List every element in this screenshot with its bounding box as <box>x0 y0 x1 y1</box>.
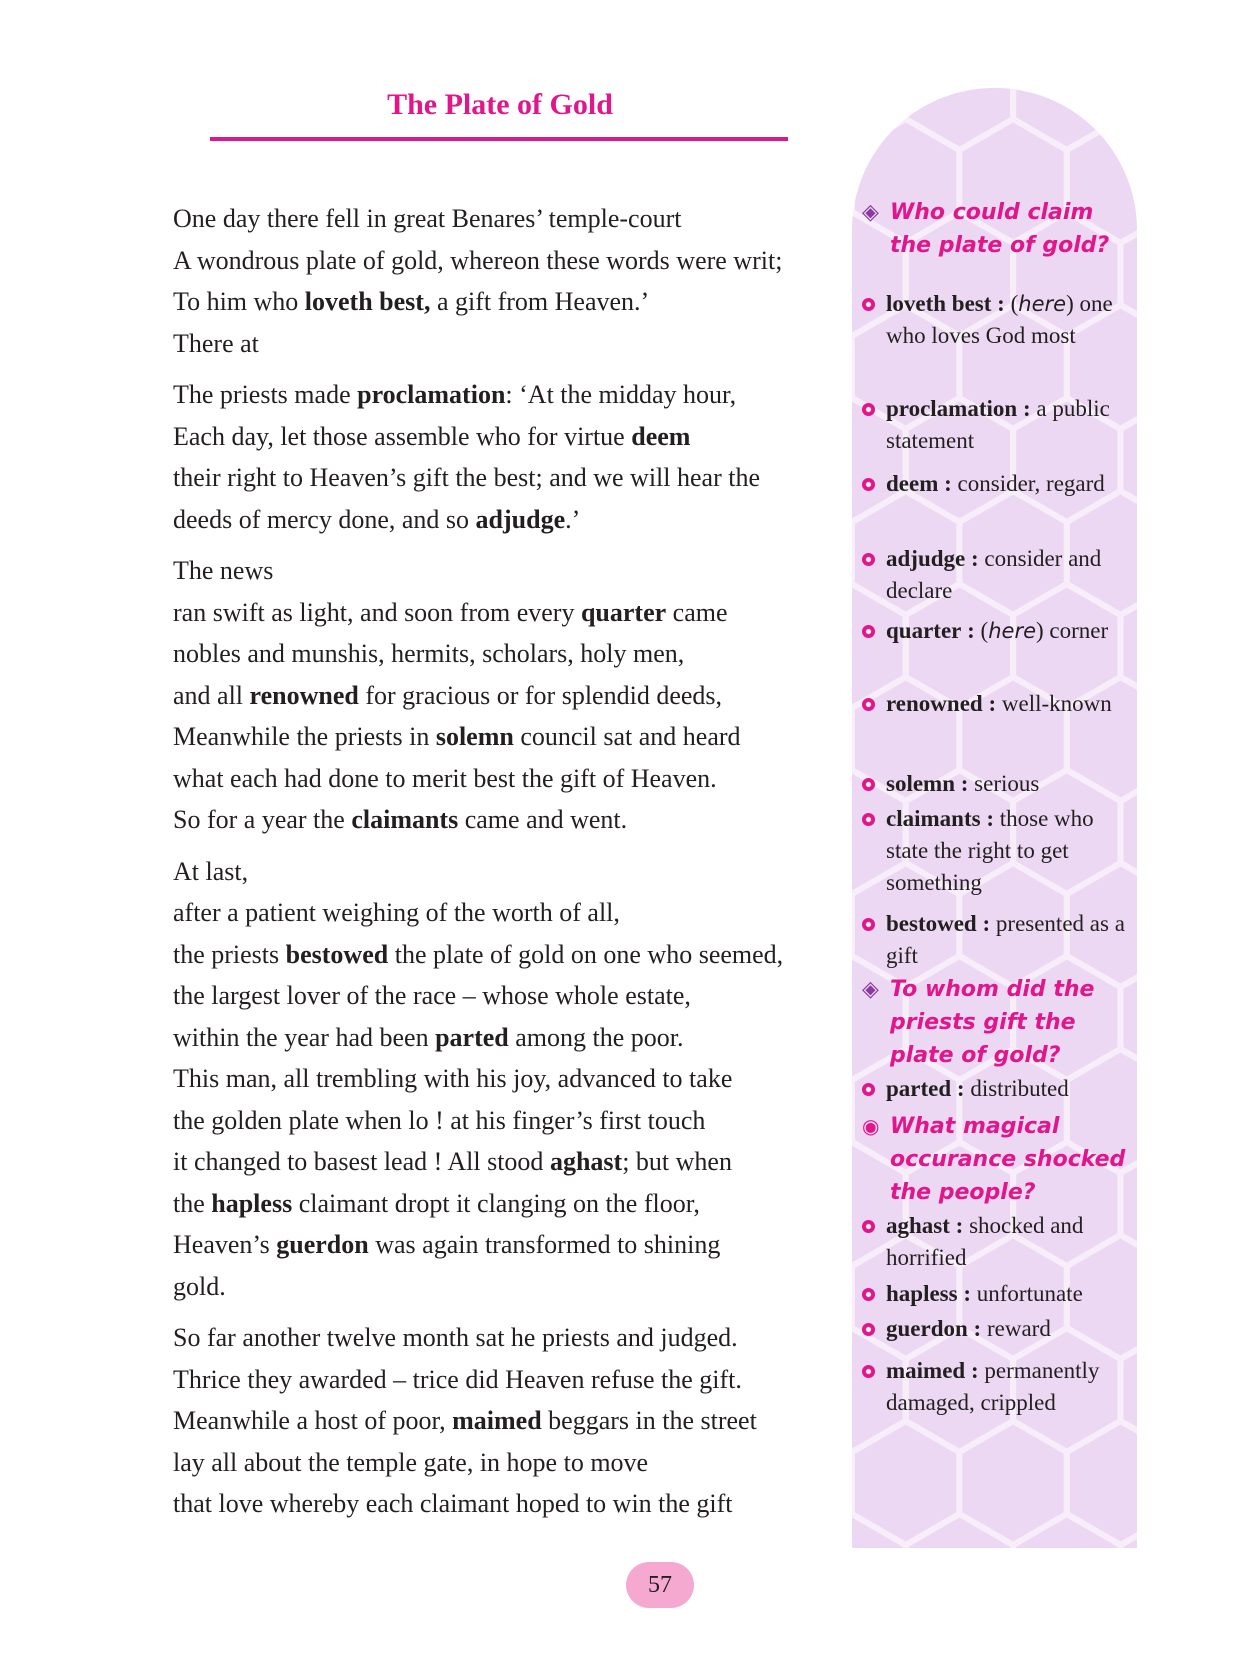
circle-bullet-icon <box>862 698 875 711</box>
circle-bullet-icon: ◉ <box>862 1114 880 1138</box>
glossed-word: guerdon <box>276 1230 369 1259</box>
gloss-paren: ( <box>980 618 989 643</box>
circle-bullet-icon <box>862 1220 875 1233</box>
poem-line <box>173 550 813 592</box>
glossary-entry <box>860 803 1132 899</box>
poem-line <box>173 1183 813 1225</box>
question-label: Who could claim the plate of gold? <box>890 200 1110 258</box>
gloss-definition: ) one who loves God most <box>886 291 1113 348</box>
question-text <box>860 196 1132 262</box>
circle-bullet-icon <box>862 1323 875 1336</box>
glossary-entry <box>860 1355 1132 1419</box>
line-text: among the poor. <box>508 1022 684 1052</box>
poem-line <box>173 1058 813 1100</box>
diamond-bullet-icon: ◈ <box>862 977 879 1002</box>
poem-line <box>173 892 813 934</box>
glossary-entry <box>860 1073 1132 1105</box>
line-text: claimant dropt it clanging on the floor, <box>292 1188 700 1218</box>
poem-line <box>173 1141 813 1183</box>
poem-line <box>173 1317 813 1359</box>
poem-line <box>173 1359 813 1401</box>
gloss-word: hapless <box>886 1281 958 1306</box>
poem-line <box>173 1483 813 1525</box>
hexagon-shape <box>906 1514 1013 1548</box>
gloss-here: here <box>1018 292 1067 316</box>
circle-bullet-icon <box>862 1365 875 1378</box>
line-text: the <box>173 1188 212 1218</box>
hexagon-shape <box>1013 1514 1120 1548</box>
glossed-word: renowned <box>249 680 359 710</box>
gloss-definition: ) corner <box>1036 618 1109 643</box>
hexagon-shape <box>852 88 906 150</box>
question-text <box>860 1110 1132 1209</box>
gloss-separator: : <box>1022 396 1031 421</box>
circle-bullet-icon <box>862 625 875 638</box>
line-text: Each day, let those assemble who for virtue <box>173 421 632 451</box>
poem-stanza <box>173 1317 813 1525</box>
line-text: ; but when <box>622 1147 732 1176</box>
line-text: after a patient weighing of the worth of all, <box>173 898 620 927</box>
gloss-definition: those who state the right to get something <box>886 806 1094 895</box>
gloss-text <box>860 688 1132 720</box>
poem-line <box>173 758 813 800</box>
gloss-text <box>860 1073 1132 1105</box>
poem-line <box>173 799 813 841</box>
gloss-separator: : <box>986 806 994 831</box>
line-text: what each had done to merit best the gift of Heaven. <box>173 763 717 793</box>
hexagon-shape <box>1067 1421 1137 1545</box>
line-text: .’ <box>565 504 581 534</box>
line-text: A wondrous plate of gold, whereon these words were writ; <box>173 245 783 275</box>
line-text: The news <box>173 556 274 585</box>
line-text: a gift from Heaven.’ <box>430 287 650 316</box>
poem-line <box>173 240 813 282</box>
poem-line <box>173 198 813 240</box>
poem-line <box>173 281 813 323</box>
glossed-word: adjudge <box>475 504 566 534</box>
gloss-word: loveth best <box>886 291 992 316</box>
glossary-entry <box>860 543 1132 607</box>
glossed-word: loveth best, <box>304 287 431 316</box>
gloss-text <box>860 468 1132 500</box>
poem-body <box>173 198 813 1535</box>
line-text: Meanwhile a host of poor, <box>173 1406 453 1435</box>
hexagon-shape <box>1121 1514 1138 1548</box>
glossary-entry <box>860 1313 1132 1345</box>
gloss-definition: reward <box>986 1316 1051 1341</box>
poem-line <box>173 675 813 717</box>
line-text: was again transformed to shining <box>368 1230 721 1259</box>
line-text: came and went. <box>458 805 628 834</box>
gloss-text <box>860 543 1132 607</box>
line-text: the plate of gold on one who seemed, <box>388 939 784 969</box>
guide-question <box>860 973 1132 1072</box>
circle-bullet-icon <box>862 298 875 311</box>
line-text: ran swift as light, and soon from every <box>173 597 581 627</box>
glossary-entry <box>860 615 1132 647</box>
poem-line <box>173 499 813 541</box>
line-text: their right to Heaven’s gift the best; and we will hear the <box>173 463 760 492</box>
line-text: lay all about the temple gate, in hope to move <box>173 1447 649 1477</box>
gloss-text <box>860 768 1132 800</box>
circle-bullet-icon <box>862 918 875 931</box>
gloss-definition: permanently damaged, crippled <box>886 1358 1100 1415</box>
guide-question <box>860 196 1132 262</box>
poem-line <box>173 851 813 893</box>
gloss-definition: unfortunate <box>976 1281 1083 1306</box>
hexagon-shape <box>852 1514 906 1548</box>
line-text: There at <box>173 328 259 358</box>
gloss-text <box>860 1355 1132 1419</box>
glossed-word: aghast <box>549 1147 623 1176</box>
line-text: To him who <box>173 287 305 316</box>
gloss-separator: : <box>956 1076 965 1101</box>
line-text: came <box>666 597 728 627</box>
glossed-word: maimed <box>452 1406 542 1435</box>
circle-bullet-icon <box>862 403 875 416</box>
poem-line <box>173 1017 813 1059</box>
title-underline <box>210 137 788 141</box>
gloss-text <box>860 615 1132 647</box>
gloss-separator: : <box>982 911 991 936</box>
line-text: : ‘At the midday hour, <box>505 380 737 409</box>
gloss-definition: presented as a gift <box>886 911 1125 968</box>
glossed-word: solemn <box>435 722 514 751</box>
gloss-word: parted <box>886 1076 952 1101</box>
line-text: Heaven’s <box>173 1230 277 1259</box>
poem-line <box>173 1224 813 1266</box>
gloss-separator: : <box>967 618 975 643</box>
gloss-definition: well-known <box>1001 691 1112 716</box>
poem-stanza <box>173 550 813 841</box>
gloss-word: deem <box>886 471 939 496</box>
poem-line <box>173 457 813 499</box>
circle-bullet-icon <box>862 478 875 491</box>
gloss-word: renowned <box>886 691 983 716</box>
poem-line <box>173 1100 813 1142</box>
line-text: the golden plate when lo ! at his finger’s first touch <box>173 1105 706 1135</box>
gloss-word: maimed <box>886 1358 966 1383</box>
gloss-separator: : <box>963 1281 972 1306</box>
gloss-here: here <box>988 619 1037 643</box>
line-text: the priests <box>173 939 286 969</box>
gloss-separator: : <box>997 291 1005 316</box>
line-text: So for a year the <box>173 805 352 834</box>
line-text: This man, all trembling with his joy, advanced to take <box>173 1064 733 1093</box>
question-label: To whom did the priests gift the plate of gold? <box>890 977 1095 1068</box>
gloss-word: claimants <box>886 806 981 831</box>
line-text: within the year had been <box>173 1022 436 1052</box>
line-text: So far another twelve month sat he priests and judged. <box>173 1323 738 1352</box>
poem-stanza <box>173 374 813 540</box>
line-text: it changed to basest lead ! All stood <box>173 1147 550 1176</box>
gloss-separator: : <box>960 771 969 796</box>
poem-line <box>173 716 813 758</box>
hexagon-shape <box>1013 88 1120 150</box>
question-label: What magical occurance shocked the people? <box>890 1114 1126 1205</box>
circle-bullet-icon <box>862 778 875 791</box>
gloss-text <box>860 908 1132 972</box>
line-text: the largest lover of the race – whose whole estate, <box>173 981 691 1010</box>
glossed-word: hapless <box>211 1188 293 1218</box>
poem-line <box>173 592 813 634</box>
gloss-word: bestowed <box>886 911 977 936</box>
gloss-text <box>860 1210 1132 1274</box>
glossary-entry <box>860 768 1132 800</box>
poem-stanza <box>173 198 813 364</box>
gloss-word: solemn <box>886 771 955 796</box>
gloss-separator: : <box>970 1358 979 1383</box>
glossed-word: parted <box>435 1022 509 1052</box>
glossed-word: claimants <box>351 805 459 834</box>
glossed-word: bestowed <box>285 939 389 969</box>
circle-bullet-icon <box>862 1083 875 1096</box>
poem-line <box>173 323 813 365</box>
gloss-separator: : <box>971 546 979 571</box>
gloss-separator: : <box>988 691 997 716</box>
line-text: council sat and heard <box>513 722 741 751</box>
line-text: nobles and munshis, hermits, scholars, holy men, <box>173 639 685 668</box>
glossary-entry <box>860 908 1132 972</box>
gloss-definition: serious <box>974 771 1040 796</box>
line-text: Meanwhile the priests in <box>173 722 436 751</box>
gloss-separator: : <box>973 1316 982 1341</box>
glossary-entry <box>860 288 1132 352</box>
circle-bullet-icon <box>862 813 875 826</box>
line-text: deeds of mercy done, and so <box>173 504 476 534</box>
gloss-word: adjudge <box>886 546 966 571</box>
glossary-entry <box>860 1210 1132 1274</box>
poem-line <box>173 416 813 458</box>
hexagon-shape <box>906 88 1013 150</box>
gloss-separator: : <box>955 1213 964 1238</box>
question-text <box>860 973 1132 1072</box>
gloss-definition: a public statement <box>886 396 1110 453</box>
glossary-entry <box>860 468 1132 500</box>
poem-line <box>173 374 813 416</box>
diamond-bullet-icon: ◈ <box>862 200 879 225</box>
gloss-word: aghast <box>886 1213 950 1238</box>
circle-bullet-icon <box>862 1288 875 1301</box>
gloss-definition: shocked and horrified <box>886 1213 1084 1270</box>
glossed-word: proclamation <box>357 380 506 409</box>
page-number: 57 <box>626 1562 694 1608</box>
gloss-word: quarter <box>886 618 962 643</box>
poem-line <box>173 633 813 675</box>
poem-line <box>173 1400 813 1442</box>
glossary-entry <box>860 1278 1132 1310</box>
line-text: One day there fell in great Benares’ temple-court <box>173 204 682 233</box>
page-title: The Plate of Gold <box>387 88 613 121</box>
circle-bullet-icon <box>862 553 875 566</box>
gloss-text <box>860 1278 1132 1310</box>
glossed-word: deem <box>631 421 691 451</box>
line-text: for gracious or for splendid deeds, <box>358 680 723 710</box>
gloss-definition: consider, regard <box>957 471 1105 496</box>
gloss-definition: consider and declare <box>886 546 1102 603</box>
line-text: that love whereby each claimant hoped to win the gift <box>173 1489 733 1518</box>
line-text: beggars in the street <box>541 1406 757 1435</box>
gloss-text <box>860 1313 1132 1345</box>
glossary-entry <box>860 393 1132 457</box>
poem-line <box>173 1266 813 1308</box>
gloss-paren: ( <box>1010 291 1019 316</box>
gloss-text <box>860 393 1132 457</box>
poem-line <box>173 1442 813 1484</box>
line-text: At last, <box>173 856 249 886</box>
glossary-entry <box>860 688 1132 720</box>
glossary-sidebar <box>852 88 1137 1548</box>
line-text: The priests made <box>173 380 358 409</box>
gloss-text <box>860 803 1132 899</box>
poem-stanza <box>173 851 813 1308</box>
line-text: gold. <box>173 1271 226 1301</box>
line-text: and all <box>173 680 250 710</box>
guide-question <box>860 1110 1132 1209</box>
gloss-word: proclamation <box>886 396 1018 421</box>
poem-line <box>173 934 813 976</box>
line-text: Thrice they awarded – trice did Heaven refuse the gift. <box>173 1364 742 1394</box>
glossed-word: quarter <box>580 597 667 627</box>
gloss-separator: : <box>944 471 952 496</box>
poem-line <box>173 975 813 1017</box>
gloss-text <box>860 288 1132 352</box>
gloss-definition: distributed <box>970 1076 1069 1101</box>
gloss-word: guerdon <box>886 1316 968 1341</box>
